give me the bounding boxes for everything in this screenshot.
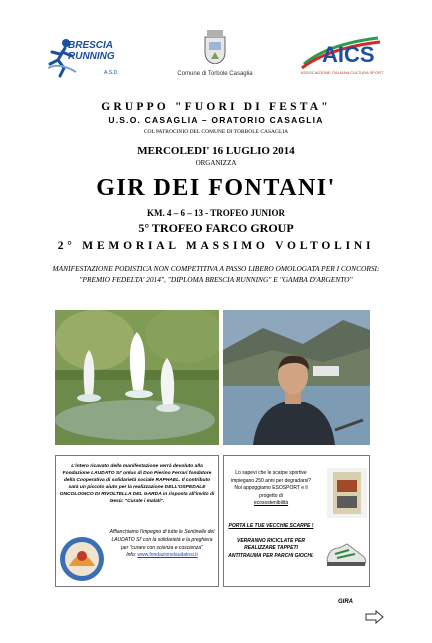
shoe-question: Lo sapevi che le scarpe sportive impiegano 250 anni per degradarsi? Noi appoggiamo ESOSPORT e il progetto di	[230, 470, 312, 499]
group-name: GRUPPO "FUORI DI FESTA"	[101, 101, 331, 113]
brescia-logo-text: BRESCIA RUNNING	[68, 40, 115, 62]
recycled-shoes-icon	[327, 468, 367, 518]
distances-line: KM. 4 – 6 – 13 - TROFEO JUNIOR	[146, 208, 286, 218]
arrow-right-icon	[364, 610, 384, 624]
turn-page-label: GIRA	[338, 599, 353, 605]
fountain-photo	[55, 310, 219, 445]
crest-caption: Comune di Torbole Casaglia	[177, 71, 253, 77]
running-shoe-icon	[325, 540, 367, 568]
sentinel-block	[108, 529, 216, 560]
callout-recycled: VERRANNO RICICLATE PER REALIZZARE TAPPETI ANTITRAUMA PER PARCHI GIOCHI.	[228, 537, 314, 559]
aics-mark-icon	[298, 34, 386, 70]
organizes-label: ORGANIZZA	[195, 159, 237, 167]
aics-logo-sub: ASSOCIAZIONE ITALIANA CULTURA SPORT	[300, 70, 384, 75]
laudato-si-icon	[59, 536, 105, 582]
comune-crest	[170, 30, 260, 88]
aics-logo-text: AICS	[322, 42, 375, 67]
event-title: GIR DEI FONTANI'	[96, 175, 336, 201]
laudato-si-logo	[59, 536, 105, 582]
shoe-recycling-box	[223, 455, 370, 587]
donation-box	[55, 455, 219, 587]
event-date: MERCOLEDI' 16 LUGLIO 2014	[137, 145, 295, 157]
callout-bring-shoes: PORTA LE TUE VECCHIE SCARPE !	[228, 523, 314, 529]
brescia-running-logo	[48, 38, 120, 88]
organizer-line: U.S.O. CASAGLIA – ORATORIO CASAGLIA	[108, 115, 324, 125]
patronage-line: COL PATROCINIO DEL COMUNE DI TORBOLE CASAGLIA	[143, 129, 289, 135]
memorial-line: 2° MEMORIAL MASSIMO VOLTOLINI	[57, 240, 375, 252]
shoe-question-block	[228, 470, 314, 508]
sentinel-text: Affianchiamo l'impegno di tutte le Sentinelle del LAUDATO SI' con la solidarietà e la preghiera per "curare con scienza e coscienza"	[109, 529, 215, 551]
ecosustainability-label: ecosostenibilità	[253, 500, 289, 507]
donation-text: L'intero ricavato della manifestazione verrà devoluto alla Fondazione LAUDATO SI' onlus di Don Pierino Ferrari fondatore della Cooperativa di solidarietà sociale RAPHAEL. Il contributo sarà un piccolo aiuto per la realizzazione DELL'OSPEDALE ONCOLOGICO DI RIVOLTELLA DEL GARDA in risposta all'invito di Gesù: "Curate i malati".	[59, 464, 215, 504]
brescia-logo-sub: A.S.D.	[104, 70, 119, 76]
trophy-line: 5° TROFEO FARCO GROUP	[138, 221, 294, 235]
callout-block	[228, 523, 314, 560]
runner-portrait-photo	[223, 310, 370, 445]
event-description: MANIFESTAZIONE PODISTICA NON COMPETITIVA A PASSO LIBERO OMOLOGATA PER I CONCORSI: "PREMIO FEDELTA' 2014", "DIPLOMA BRESCIA RUNNING" E "GAMBA D'ARGENTO"	[52, 264, 380, 284]
info-label: Info:	[126, 552, 136, 559]
foundation-link[interactable]: www.fondazionelaudatosi.it	[137, 552, 198, 559]
aics-logo	[298, 34, 386, 82]
crest-icon	[203, 30, 227, 64]
